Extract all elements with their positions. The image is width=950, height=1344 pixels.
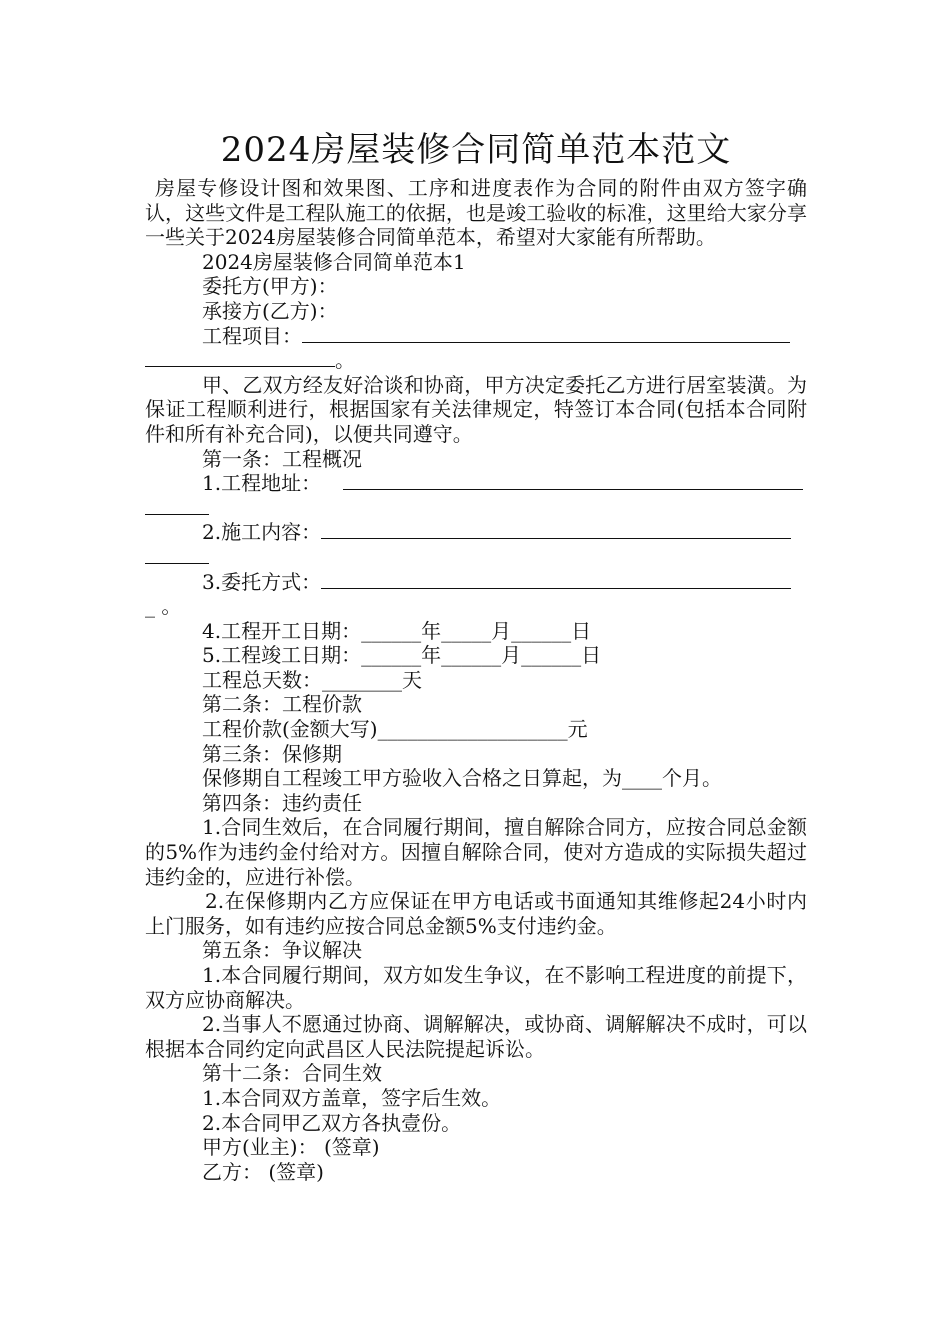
start-date-line: 4.工程开工日期：______年_____月______日 xyxy=(202,618,592,643)
project-label: 工程项目： xyxy=(202,323,302,348)
project-blank-line xyxy=(302,324,790,343)
article-5-clause-2: 2.当事人不愿通过协商、调解解决，或协商、调解解决不成时，可以根据本合同约定向武昌区人民法院提起诉讼。 xyxy=(145,1012,807,1061)
intro-paragraph: 房屋专修设计图和效果图、工序和进度表作为合同的附件由双方签字确认，这些文件是工程队施工的依据，也是竣工验收的标准，这里给大家分享一些关于2024房屋装修合同简单范本，希望对大家能有所帮助。 xyxy=(145,176,807,250)
article-4-clause-1: 1.合同生效后，在合同履行期间，擅自解除合同方，应按合同总金额的5%作为违约金付给对方。因擅自解除合同，使对方造成的实际损失超过违约金的，应进行补偿。 xyxy=(145,815,807,889)
preamble-paragraph: 甲、乙双方经友好洽谈和协商，甲方决定委托乙方进行居室装潢。为保证工程顺利进行，根据国家有关法律规定，特签订本合同(包括本合同附件和所有补充合同)，以便共同遵守。 xyxy=(145,372,807,446)
article-5-clause-1: 1.本合同履行期间，双方如发生争议，在不影响工程进度的前提下，双方应协商解决。 xyxy=(145,963,807,1012)
article-12-clause-1: 1.本合同双方盖章，签字后生效。 xyxy=(202,1085,502,1110)
address-field xyxy=(145,471,807,496)
finish-date-line: 5.工程竣工日期：______年______月______日 xyxy=(202,643,602,668)
party-a-signature: 甲方(业主)： (签章) xyxy=(202,1135,380,1160)
article-2-title: 第二条：工程价款 xyxy=(202,692,362,717)
article-12-clause-2: 2.本合同甲乙双方各执壹份。 xyxy=(202,1110,462,1135)
total-days-line: 工程总天数：________天 xyxy=(202,667,422,692)
project-end-mark: 。 xyxy=(335,348,355,373)
address-label: 1.工程地址： xyxy=(202,471,322,496)
project-blank-line-2 xyxy=(145,348,335,367)
content-field-continuation xyxy=(145,545,807,570)
content-field xyxy=(145,520,807,545)
document-title: 2024房屋装修合同简单范本范文 xyxy=(220,130,732,170)
party-a-label: 委托方(甲方)： xyxy=(202,274,338,299)
content-blank-line xyxy=(321,520,791,539)
method-blank-line xyxy=(321,570,791,589)
article-4-title: 第四条：违约责任 xyxy=(202,790,362,815)
address-blank-line xyxy=(343,471,803,490)
project-field-continuation xyxy=(145,348,807,373)
address-blank-line-2 xyxy=(145,496,209,515)
contract-subtitle: 2024房屋装修合同简单范本1 xyxy=(202,249,466,274)
document-page xyxy=(145,128,807,1184)
party-b-signature: 乙方： (签章) xyxy=(202,1159,324,1184)
article-1-title: 第一条：工程概况 xyxy=(202,446,362,471)
article-4-clause-2: 2.在保修期内乙方应保证在甲方电话或书面通知其维修起24小时内上门服务，如有违约应按合同总金额5%支付违约金。 xyxy=(145,889,807,938)
article-3-title: 第三条：保修期 xyxy=(202,741,342,766)
project-field xyxy=(145,324,807,349)
content-label: 2.施工内容： xyxy=(202,520,322,545)
address-field-continuation xyxy=(145,496,807,521)
article-5-title: 第五条：争议解决 xyxy=(202,938,362,963)
article-12-title: 第十二条：合同生效 xyxy=(202,1061,382,1086)
method-field-end: _ 。 xyxy=(145,594,182,619)
price-line: 工程价款(金额大写)___________________元 xyxy=(202,717,588,742)
method-field xyxy=(145,570,807,595)
content-blank-line-2 xyxy=(145,545,209,564)
party-b-label: 承接方(乙方)： xyxy=(202,298,338,323)
warranty-line: 保修期自工程竣工甲方验收入合格之日算起，为____个月。 xyxy=(202,766,722,791)
method-label: 3.委托方式： xyxy=(202,569,322,594)
